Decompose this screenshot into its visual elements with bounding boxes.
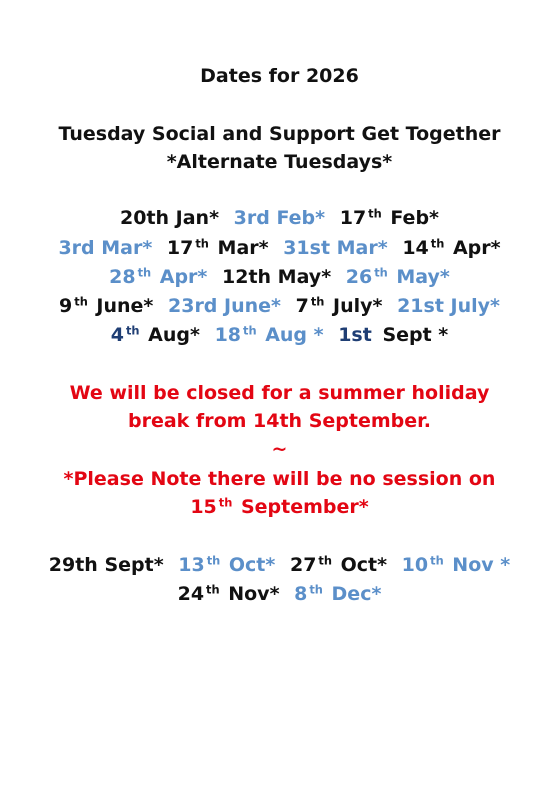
date-entry: 24 $^{th}$ Nov*: [177, 582, 280, 605]
dates-row: [0, 206, 559, 230]
date-entry: 27 $^{th}$ Oct*: [289, 553, 388, 576]
closure-notice-line: We will be closed for a summer holiday: [69, 382, 490, 404]
event-heading: Tuesday Social and Support Get Together: [58, 123, 501, 145]
closure-notice-line: break from 14th September.: [128, 410, 431, 432]
date-entry: 17 $^{th}$ Feb*: [339, 206, 439, 229]
date-entry: 3rd Feb*: [233, 207, 326, 229]
session-note-line: *Please Note there will be no session on: [63, 468, 496, 490]
date-entry: 21st July*: [397, 295, 500, 317]
dates-row: [0, 265, 559, 289]
date-entry: 1st Sept *: [338, 324, 449, 346]
date-entry: 17 $^{th}$ Mar*: [166, 236, 269, 259]
date-entry: 12th May*: [222, 266, 332, 288]
dates-row: [0, 323, 559, 347]
event-subheading: *Alternate Tuesdays*: [166, 151, 393, 173]
dates-row: [0, 294, 559, 318]
session-note-line: 15 $^{th}$ September*: [190, 495, 369, 518]
date-entry: 3rd Mar*: [58, 237, 153, 259]
page-title: Dates for 2026: [200, 65, 359, 87]
date-entry: 23rd June*: [168, 295, 281, 317]
dates-row: [0, 236, 559, 260]
dates-row: [0, 553, 559, 577]
date-entry: 4 $^{th}$ Aug*: [110, 323, 200, 346]
date-entry: 26 $^{th}$ May*: [345, 265, 450, 288]
date-entry: 7 $^{th}$ July*: [295, 294, 383, 317]
date-entry: 31st Mar*: [283, 237, 388, 259]
date-entry: 13 $^{th}$ Oct*: [178, 553, 276, 576]
date-entry: 18 $^{th}$ Aug *: [214, 323, 324, 346]
date-entry: 14 $^{th}$ Apr*: [402, 236, 501, 259]
date-entry: 10 $^{th}$ Nov *: [401, 553, 511, 576]
date-entry: 28 $^{th}$ Apr*: [109, 265, 208, 288]
date-entry: 8 $^{th}$ Dec*: [294, 582, 382, 605]
date-entry: 20th Jan*: [120, 207, 220, 229]
dates-row: [0, 582, 559, 606]
date-entry: 9 $^{th}$ June*: [59, 294, 154, 317]
notice-divider: ~: [271, 438, 288, 460]
date-entry: 29th Sept*: [48, 554, 164, 576]
